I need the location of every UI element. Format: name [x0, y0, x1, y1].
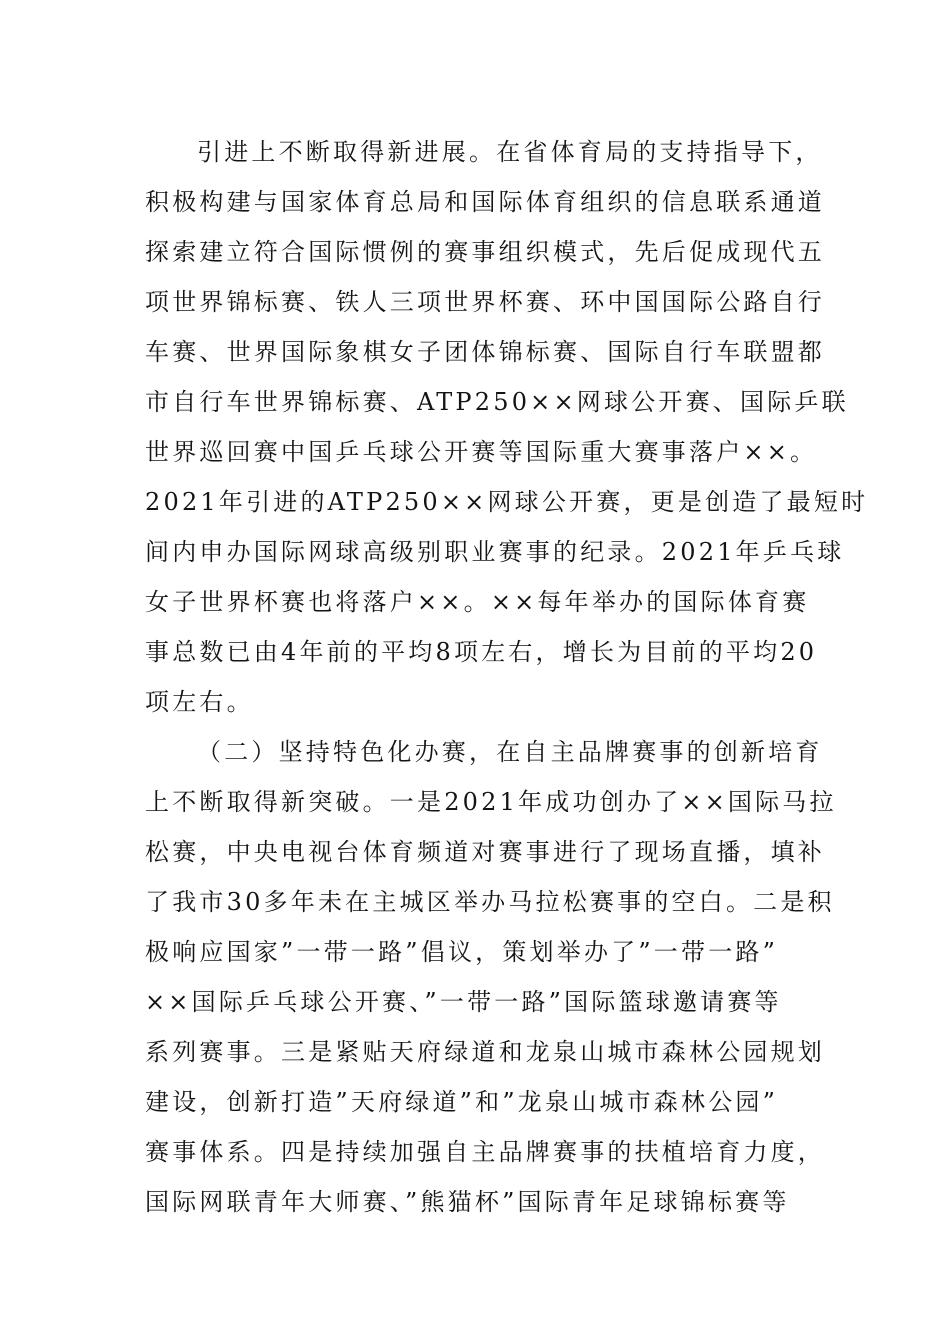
text-line: 车赛、世界国际象棋女子团体锦标赛、国际自行车联盟都: [145, 338, 825, 366]
text-line: 极响应国家”一带一路”倡议，策划举办了”一带一路”: [145, 938, 779, 966]
text-line: 松赛，中央电视台体育频道对赛事进行了现场直播，填补: [145, 838, 825, 866]
text-line: 世界巡回赛中国乒乓球公开赛等国际重大赛事落户××。: [145, 438, 818, 466]
text-line: 探索建立符合国际惯例的赛事组织模式，先后促成现代五: [145, 238, 825, 266]
text-line: 间内申办国际网球高级别职业赛事的纪录。2021年乒乓球: [145, 538, 845, 566]
text-line: 市自行车世界锦标赛、ATP250××网球公开赛、国际乒联: [145, 388, 849, 416]
text-line: 积极构建与国家体育总局和国际体育组织的信息联系通道: [145, 188, 825, 216]
text-line: 系列赛事。三是紧贴天府绿道和龙泉山城市森林公园规划: [145, 1038, 825, 1066]
text-line: 2021年引进的ATP250××网球公开赛，更是创造了最短时: [145, 488, 869, 516]
text-line: 了我市30多年未在主城区举办马拉松赛事的空白。二是积: [145, 888, 835, 916]
text-line: 事总数已由4年前的平均8项左右，增长为目前的平均20: [145, 638, 818, 666]
text-line: 女子世界杯赛也将落户××。××每年举办的国际体育赛: [145, 588, 810, 616]
text-line: 项世界锦标赛、铁人三项世界杯赛、环中国国际公路自行: [145, 288, 825, 316]
text-line: 建设，创新打造”天府绿道”和”龙泉山城市森林公园”: [145, 1088, 779, 1116]
text-line: 国际网联青年大师赛、”熊猫杯”国际青年足球锦标赛等: [145, 1188, 790, 1216]
section-heading-line: （二）坚持特色化办赛，在自主品牌赛事的创新培育: [197, 738, 823, 766]
text-line: 项左右。: [145, 688, 254, 716]
text-line: 上不断取得新突破。一是2021年成功创办了××国际马拉: [145, 788, 837, 816]
text-line: 赛事体系。四是持续加强自主品牌赛事的扶植培育力度，: [145, 1138, 825, 1166]
text-line: 引进上不断取得新进展。在省体育局的支持指导下，: [197, 138, 823, 166]
text-line: ××国际乒乓球公开赛、”一带一路”国际篮球邀请赛等: [145, 988, 782, 1016]
